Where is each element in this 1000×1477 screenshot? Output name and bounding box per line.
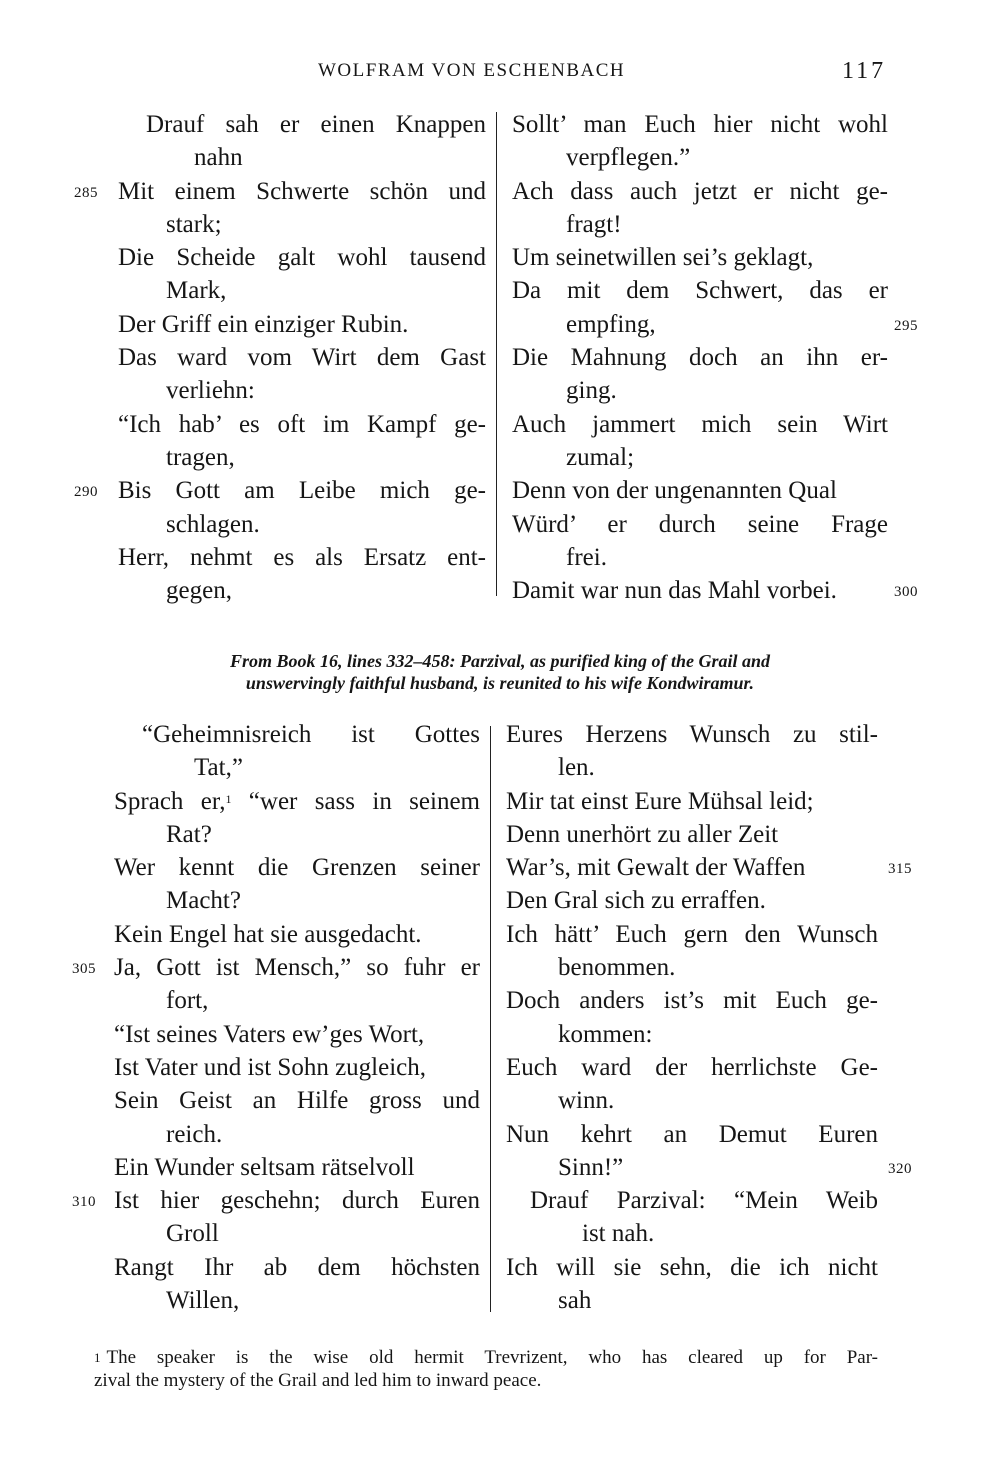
verse-continuation-text: zumal;	[566, 443, 635, 471]
verse-text: Ich will sie sehn, die ich nicht	[506, 1253, 878, 1281]
verse-continuation-text: frei.	[566, 543, 607, 571]
verse-line	[100, 851, 480, 884]
verse-line-continuation	[102, 208, 486, 241]
verse-text: Ach dass auch jetzt er nicht ge-	[512, 177, 888, 205]
verse-text: Denn unerhört zu aller Zeit	[506, 820, 779, 848]
verse-line-continuation	[506, 1018, 878, 1051]
verse-continuation-text: Groll	[166, 1220, 219, 1248]
verse-line	[74, 474, 486, 507]
verse-line-continuation	[100, 1118, 480, 1151]
verse-line-continuation	[102, 574, 486, 607]
verse-line-continuation	[510, 441, 888, 474]
verse-line-continuation	[506, 1284, 878, 1317]
verse-continuation-text: Macht?	[166, 887, 241, 915]
verse-text: Drauf sah er einen Knappen	[146, 111, 486, 138]
verse-line	[510, 508, 888, 541]
verse-continuation-text: benommen.	[558, 954, 676, 982]
verse-line-continuation	[506, 751, 878, 784]
line-number: 305	[72, 961, 96, 978]
verse-text: Auch jammert mich sein Wirt	[512, 410, 888, 438]
verse-line	[506, 1251, 878, 1284]
line-number: 285	[74, 184, 98, 201]
footnote-mark: 1	[94, 1350, 101, 1365]
page-number: 117	[842, 58, 887, 84]
verse-line	[510, 574, 918, 607]
line-number: 300	[894, 584, 918, 601]
verse-continuation-text: schlagen.	[166, 510, 260, 538]
verse-continuation-text: ist nah.	[582, 1220, 655, 1248]
verse-line-continuation	[510, 308, 918, 341]
verse-text: Nun kehrt an Demut Euren	[506, 1120, 878, 1148]
verse-text: Denn von der ungenannten Qual	[512, 477, 837, 505]
verse-continuation-text: kommen:	[558, 1020, 653, 1048]
verse-line-continuation	[102, 274, 486, 307]
verse-line	[100, 1151, 480, 1184]
column-divider-bottom	[490, 726, 491, 1312]
verse-text: Da mit dem Schwert, das er	[512, 277, 888, 305]
verse-line	[510, 474, 888, 507]
verse-line-continuation	[506, 1151, 912, 1184]
verse-continuation-text: Mark,	[166, 277, 227, 305]
verse-line	[506, 884, 878, 917]
verse-continuation-text: Rat?	[166, 820, 212, 848]
verse-line-continuation	[510, 208, 888, 241]
verse-continuation-text: len.	[558, 754, 595, 782]
verse-continuation-text: Sinn!”	[558, 1153, 624, 1181]
verse-line	[102, 241, 486, 274]
verse-continuation-text: sah	[558, 1287, 592, 1315]
verse-line-continuation	[506, 951, 878, 984]
verse-line	[506, 918, 878, 951]
verse-text: Ist hier geschehn; durch Euren	[114, 1187, 480, 1215]
verse-line	[74, 175, 486, 208]
verse-line	[510, 341, 888, 374]
line-number: 315	[888, 861, 912, 878]
verse-line	[506, 818, 878, 851]
excerpt-caption	[110, 650, 890, 694]
verse-text: Ein Wunder seltsam rätselvoll	[114, 1153, 415, 1181]
verse-text: Doch anders ist’s mit Euch ge-	[506, 987, 878, 1015]
footnote-line-1	[94, 1346, 878, 1369]
verse-line	[100, 718, 480, 751]
verse-continuation-text: ging.	[566, 377, 617, 405]
caption-line-1: From Book 16, lines 332–458: Parzival, as purified king of the Grail and	[229, 651, 771, 671]
verse-text: Damit war nun das Mahl vorbei.	[512, 577, 837, 605]
running-header	[0, 60, 1000, 90]
verse-continuation-text: verliehn:	[166, 377, 255, 405]
footnote-text-1: The speaker is the wise old hermit Trevrizent, who has cleared up for Par-	[106, 1347, 878, 1368]
verse-line-continuation	[506, 1217, 878, 1250]
footnote	[94, 1346, 878, 1392]
verse-continuation-text: verpflegen.”	[566, 144, 691, 172]
verse-line-continuation	[510, 374, 888, 407]
verse-continuation-text: nahn	[194, 144, 243, 172]
caption-line-2: unswervingly faithful husband, is reunited to his wife Kondwiramur.	[245, 673, 755, 693]
verse-line	[102, 308, 486, 341]
verse-line-continuation	[100, 1284, 480, 1317]
verse-line-continuation	[102, 374, 486, 407]
verse-text: Ja, Gott ist Mensch,” so fuhr er	[114, 954, 480, 982]
verse-text: “Ich hab’ es oft im Kampf ge-	[118, 410, 486, 438]
verse-continuation-text: Willen,	[166, 1287, 240, 1315]
verse-line	[102, 541, 486, 574]
verse-line	[100, 1084, 480, 1117]
verse-line	[510, 241, 888, 274]
verse-line	[100, 1251, 480, 1284]
verse-line	[510, 408, 888, 441]
verse-text: Das ward vom Wirt dem Gast	[118, 344, 486, 372]
verse-text: Rangt Ihr ab dem höchsten	[114, 1253, 480, 1281]
verse-line	[506, 718, 878, 751]
verse-text: Eures Herzens Wunsch zu stil-	[506, 721, 878, 748]
verse-line	[100, 1018, 480, 1051]
verse-line	[506, 1184, 878, 1217]
verse-text: Ich hätt’ Euch gern den Wunsch	[506, 920, 878, 948]
verse-line	[510, 274, 888, 307]
verse-line	[72, 951, 480, 984]
verse-text: Den Gral sich zu erraffen.	[506, 887, 766, 915]
verse-text: Drauf Parzival: “Mein Weib	[530, 1187, 878, 1215]
verse-text: Würd’ er durch seine Frage	[512, 510, 888, 538]
section2-right-column	[506, 718, 912, 1317]
verse-line	[102, 408, 486, 441]
verse-line-continuation	[510, 141, 888, 174]
footnote-line-2: zival the mystery of the Grail and led him to inward peace.	[94, 1370, 542, 1391]
section1-left-column	[74, 108, 486, 607]
verse-text: Der Griff ein einziger Rubin.	[118, 310, 409, 338]
verse-line-continuation	[102, 141, 486, 174]
verse-line-continuation	[100, 1217, 480, 1250]
verse-line-continuation	[102, 441, 486, 474]
verse-text: War’s, mit Gewalt der Waffen	[506, 854, 806, 882]
verse-text: “Ist seines Vaters ew’ges Wort,	[114, 1020, 425, 1048]
verse-line-continuation	[510, 541, 888, 574]
verse-continuation-text: tragen,	[166, 443, 235, 471]
verse-line	[506, 984, 878, 1017]
line-number: 290	[74, 484, 98, 501]
verse-line	[510, 175, 888, 208]
line-number: 295	[894, 317, 918, 334]
verse-continuation-text: fragt!	[566, 210, 622, 238]
verse-line	[102, 108, 486, 141]
verse-text: Sollt’ man Euch hier nicht wohl	[512, 111, 888, 138]
line-number: 320	[888, 1160, 912, 1177]
verse-line	[506, 1118, 878, 1151]
verse-text: Sprach er,	[114, 787, 226, 815]
verse-continuation-text: empfing,	[566, 310, 656, 338]
verse-line	[510, 108, 888, 141]
verse-line	[102, 341, 486, 374]
verse-line-continuation	[506, 1084, 878, 1117]
verse-text: Bis Gott am Leibe mich ge-	[118, 477, 486, 505]
verse-text: Die Scheide galt wohl tausend	[118, 244, 486, 272]
verse-text: Kein Engel hat sie ausgedacht.	[114, 920, 422, 948]
verse-text: Die Mahnung doch an ihn er-	[512, 344, 888, 372]
section1-right-column	[510, 108, 918, 607]
verse-line	[506, 1051, 878, 1084]
verse-continuation-text: stark;	[166, 210, 222, 238]
verse-text-continued: “wer sass in seinem	[231, 787, 480, 815]
verse-line	[72, 1184, 480, 1217]
verse-continuation-text: fort,	[166, 987, 209, 1015]
verse-line-continuation	[100, 818, 480, 851]
verse-continuation-text: winn.	[558, 1087, 615, 1115]
verse-text: Ist Vater und ist Sohn zugleich,	[114, 1053, 426, 1081]
verse-text: Wer kennt die Grenzen seiner	[114, 854, 480, 882]
verse-line-continuation	[100, 884, 480, 917]
verse-line	[506, 785, 878, 818]
verse-continuation-text: Tat,”	[194, 754, 243, 782]
verse-line-continuation	[100, 984, 480, 1017]
section2-left-column	[72, 718, 480, 1317]
verse-text: Mit einem Schwerte schön und	[118, 177, 486, 205]
verse-line-continuation	[102, 508, 486, 541]
verse-line-continuation	[100, 751, 480, 784]
verse-continuation-text: gegen,	[166, 577, 232, 605]
verse-text: Herr, nehmt es als Ersatz ent-	[118, 543, 486, 571]
verse-text: Sein Geist an Hilfe gross und	[114, 1087, 480, 1115]
verse-line	[100, 785, 480, 818]
verse-line	[506, 851, 912, 884]
running-title: WOLFRAM VON ESCHENBACH	[318, 60, 626, 81]
verse-text: Um seinetwillen sei’s geklagt,	[512, 244, 814, 272]
verse-line	[100, 1051, 480, 1084]
line-number: 310	[72, 1194, 96, 1211]
column-divider-top	[496, 112, 497, 596]
footnote-reference: 1	[225, 791, 232, 806]
verse-text: “Geheimnisreich ist Gottes	[142, 721, 480, 748]
verse-line	[100, 918, 480, 951]
verse-continuation-text: reich.	[166, 1120, 223, 1148]
verse-text: Euch ward der herrlichste Ge-	[506, 1053, 878, 1081]
verse-text: Mir tat einst Eure Mühsal leid;	[506, 787, 814, 815]
